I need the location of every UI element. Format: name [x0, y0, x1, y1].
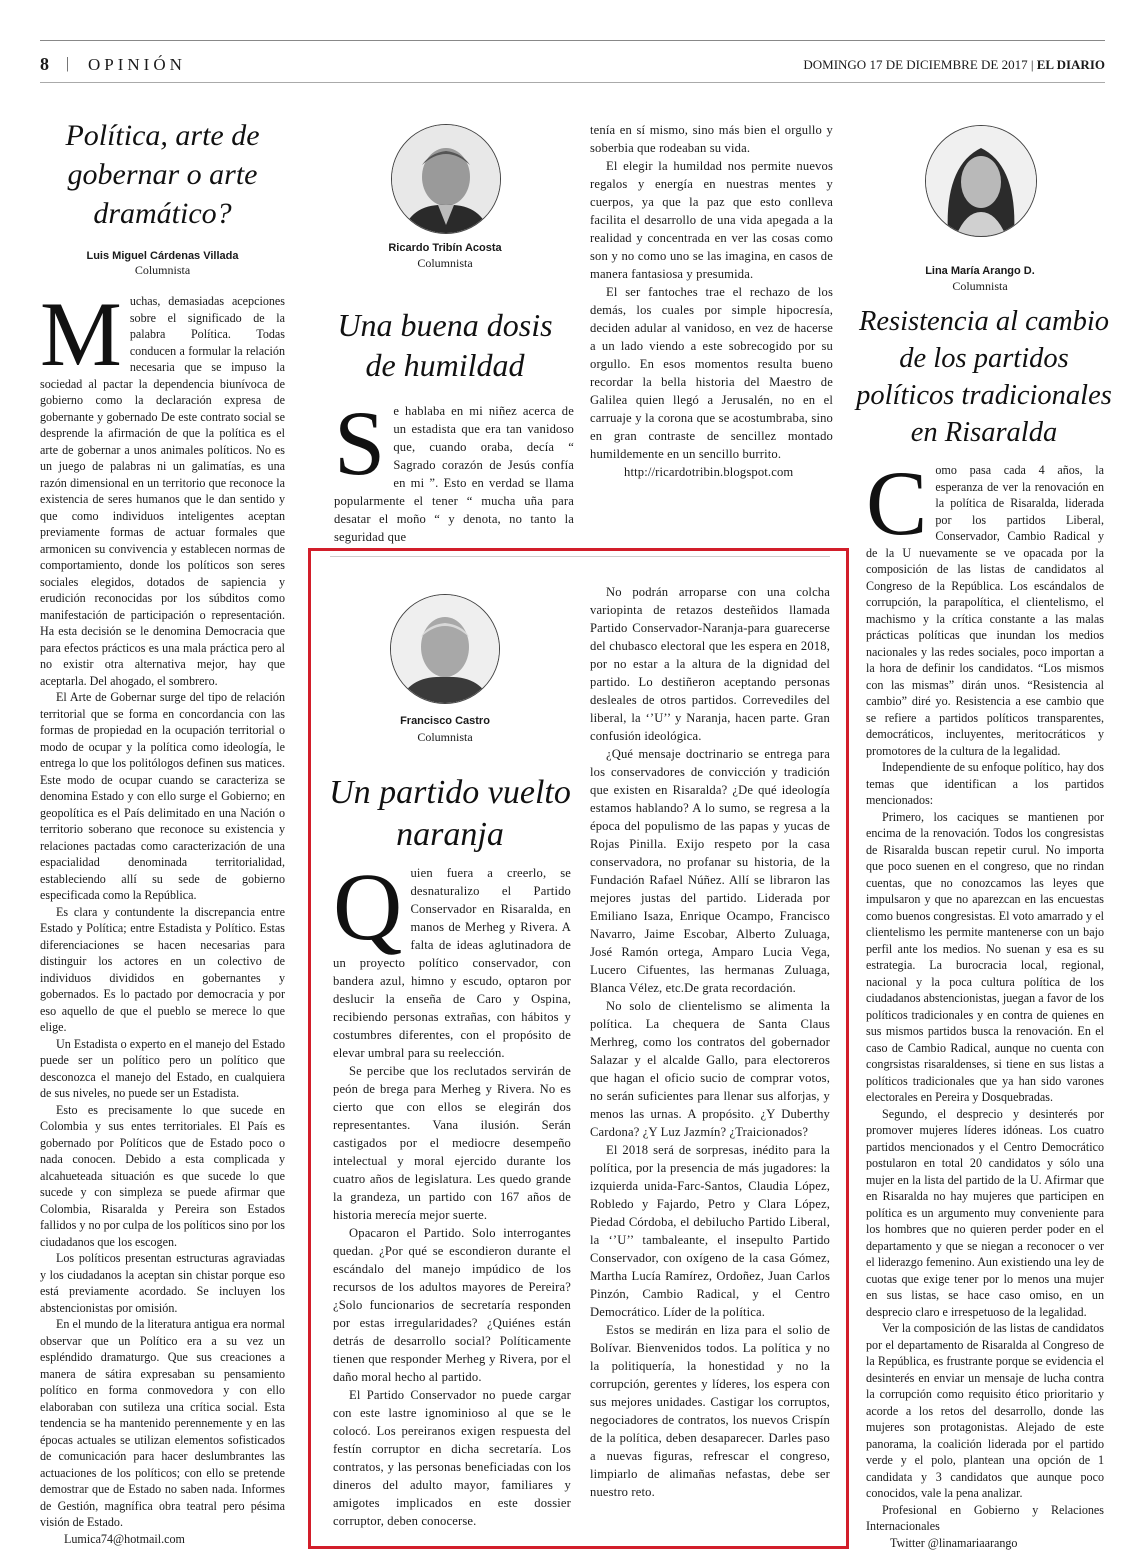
article4-paragraph: ¿Qué mensaje doctrinario se entrega para los conservadores de convicción y tradición que existen en Risaralda? ¿De qué ideología estamos hablando? A lo sumo, se regresa a la época del populismo de las papas y yucas de Rojas Pinilla. Exijo respeto por la casa conservadora, no profanar su historia, de la Fundación Rafael Núñez. Allí se libraron las mejores justas del partido. Liderada por Emiliano Isaza, Enrique Ocampo, Francisco Navarro, Jaime Escobar, Alberto Zuluaga, José Ramón ortega, Amparo Lucia Vega, Lucero Cifuentes, las hermanas Zuluaga, Blanca Vélez, etc.De grata recordación. [590, 747, 830, 995]
article3-paragraph: Segundo, el desprecio y desinterés por promover mujeres líderes idóneas. Los cuatro partidos mencionados y el Centro Democrático postularon en total 20 candidatos y sólo una mujer en la lista del partido de la U. Afirmar que en Risaralda no hay mujeres que participen en política es un argumento muy conveniente para los hombres que no quieren perder poder en el departamento y que se niegan a reconocer o ver el liderazgo femenino. Aun existiendo una ley de cuotas que exige tener por lo menos una mujer en sus listas, se hace caso omiso, en un desprecio claro e irrespetuoso de la legalidad. [866, 1106, 1104, 1319]
article3-title: Resistencia al cambio de los partidos políticos tradicionales en Risaralda [856, 306, 1112, 448]
article4-author: Francisco Castro [400, 715, 490, 727]
article4-paragraph: Estos se medirán en liza para el solio de Bolívar. Bienvenidos todos. La política y no la politiquería, la honestidad y no la corrupción, gerentes y líderes, los espera con sus mejores unidades. Castigar los corruptos, negociadores de contratos, los nuevos Crispín de la política, deben desaparecer. Darles paso a nuevas figuras, refrescar el congreso, limpiarlo de alimañas nefastas, debe ser nuestro reto. [590, 1323, 830, 1499]
newspaper-name: EL DIARIO [1036, 57, 1105, 72]
article2-role: Columnista [417, 256, 473, 270]
date-text: DOMINGO 17 DE DICIEMBRE DE 2017 [803, 57, 1028, 72]
article3-role: Columnista [952, 279, 1008, 293]
article1-paragraph: Esto es precisamente lo que sucede en Colombia y sus entes territoriales. El País es gobernado por Políticos que de Estado poco o nada conocen. Debido a esta complicada y alcahueteada situación es que sucede lo que sucede y con simpleza se puede afirmar que Colombia, Risaralda y Pereira son Estados fallidos y no por culpa de los políticos sino por los ciudadanos que los escogen. [40, 1102, 285, 1249]
article2-paragraph: e hablaba en mi niñez acerca de un estadista que era tan vanidoso que, cuando oraba, decía “ Sagrado corazón de Jesús confía en mi ”. Esto en verdad se llama popularmente el tener “ mucha uña para desatar el moño “ y denota, no tanto la seguridad que [334, 404, 574, 544]
article2-col-b [590, 121, 833, 481]
author-photo-ricardo [391, 124, 501, 234]
article4-col-a [333, 853, 571, 1530]
page-number: 8 [40, 54, 49, 74]
article1-paragraph: Un Estadista o experto en el manejo del Estado puede ser un político pero un político que desconozca el manejo del Estado, en cualquiera de sus niveles, no puede ser un Estadista. [40, 1036, 285, 1100]
author-photo-francisco [390, 594, 500, 704]
article2-title: Una buena dosis de humildad [337, 307, 553, 383]
article1-author: Luis Miguel Cárdenas Villada [86, 250, 239, 262]
article2-dropcap: S [334, 392, 386, 494]
article3-paragraph: Primero, los caciques se mantienen por encima de la renovación. Todos los congresistas de Risaralda buscan repetir curul. No importa que poco suenen en el congreso, que no rindan cuentas, que no conozcamos las leyes que impulsaron y que no aparezcan en las encuestas como buenos congresistas. El voto amarrado y el clientelismo les permite mantenerse con un bajo perfil ante los medios. No suenan y esa es su estrategia. La burocracia local, regional, nacional y la poca cultura política de los ciudadanos abstencionistas, juegan a favor de los políticos tradicionales y en contra de quienes en sus mismos partidos busca la renovación. En el caso de Cambio Radical, aunque no cuenta con congrsistas risaraldenses, si tiene en sus listas a políticos tradicionales que ya han sido varones electorales en Pereira y Dosquebradas. [866, 809, 1104, 1104]
article4-dropcap: Q [333, 853, 403, 960]
article3-body [866, 452, 1104, 1551]
article4-col-b [590, 583, 830, 1501]
article4-paragraph: Opacaron el Partido. Solo interrogantes quedan. ¿Por qué se escondieron durante el escándalo del manejo impúdico de los recursos de los adultos mayores de Pereira? ¿Solo funcionarios de secretaría responden por estas irregularidades? ¿Quiénes están detrás de desarrollo social? Políticamente tienen que responder Merheg y Rivera, por el daño moral hecho al partido. [333, 1226, 571, 1384]
header-separator: | [66, 55, 70, 72]
article4-title: Un partido vuelto naranja [329, 774, 571, 853]
article3-author: Lina María Arango D. [925, 265, 1035, 277]
article2-blog-url: http://ricardotribin.blogspot.com [624, 465, 794, 479]
date-separator: | [1030, 57, 1034, 72]
article1-role: Columnista [134, 263, 191, 277]
article3-paragraph: Ver la composición de las listas de candidatos por el departamento de Risaralda al Congreso de la República, es frustrante porque se evidencia el desinterés en enviar un mensaje de lucha contra la corrupción como requisito ético prioritario y acorde a los retos del desarrollo, donde las mujeres son protagonistas. Alejado de este panorama, la coalición liderada por el partido verde y el polo, plantean una opción de 1 candidata y 3 candidatos que aunque poco conocidos, vale la pena analizar. [866, 1321, 1104, 1500]
article4-paragraph: Se percibe que los reclutados servirán de peón de brega para Merheg y Rivera. No es cierto que con ellos se elegirán dos representantes. Vana ilusión. Serán castigados por el mediocre desempeño intelectual y moral ejercido durante los cuatro años de legislatura. Les quedo grande la grandeza, un partido con 167 años de historia merecía mejor suerte. [333, 1064, 571, 1222]
article2-paragraph: tenía en sí mismo, sino más bien el orgullo y soberbia que rodeaban su vida. [590, 123, 833, 155]
article1-dropcap: M [40, 283, 122, 385]
article2-paragraph: El ser fantoches trae el rechazo de los demás, los cuales por simple hipocresía, deciden adular al vanidoso, en vez de hacerse a un lado viendo a este sobrecogido por su orgullo. En esos momentos resulta bueno recordar la bella historia del Maestro de Galilea quien llegó a Jerusalén, no en el carruaje y la corona que se acostumbraba, sino en gran contraste de sencillez montado humildemente en un sencillo burrito. [590, 285, 833, 461]
frame-top-rule [330, 556, 830, 557]
article1-paragraph: Los políticos presentan estructuras agraviadas y los ciudadanos la aceptan sin chistar porque eso está previamente acordado. Se incluyen los abstencionistas por omisión. [40, 1251, 285, 1315]
article2-author: Ricardo Tribín Acosta [388, 242, 502, 254]
article2-col-a [334, 392, 574, 546]
article4-paragraph: El Partido Conservador no puede cargar con este lastre ignominioso al que se le colocó. Los pereiranos exigen respuesta del festín corruptor en dicha secretaría. Los contratos, y las personas beneficiadas con los dineros del adulto mayor, familiares y amigotes implicados en este dossier corruptor, deben conocerse. [333, 1388, 571, 1528]
article1-paragraph: El Arte de Gobernar surge del tipo de relación territorial que se forma en concordancia con las formas de propiedad en la ocupación territorial o modo de ocupar y la política como ideología, le entrega lo que los politólogos definen sus matices. Este modo de ocupar cuando se caracteriza se denomina Estado y con ello surge el Gobierno; en geopolítica es el País delimitado en una Nación o territorio soberano que reconoce su existencia y relaciones pactadas como caracterización de una espacialidad denominada territorialidad, estableciendo allí su sede de gobierno especificada como la República. [40, 690, 285, 902]
article4-role: Columnista [417, 730, 473, 744]
section-title: OPINIÓN [88, 55, 186, 74]
article2-paragraph: El elegir la humildad nos permite nuevos regalos y energía en nuestras mentes y cuerpos, ya que la paz que esto conlleva facilita el desarrollo de una vida apegada a la realidad y concentrada en ver las cosas como son y no como uno se las imagina, en casos de manera fantasiosa y presumida. [590, 159, 833, 281]
article3-twitter: Twitter @linamariaarango [890, 1535, 1018, 1550]
author-photo-lina [925, 125, 1037, 237]
top-rule [40, 40, 1105, 41]
article1-paragraph: En el mundo de la literatura antigua era normal observar que un Político era a su vez un espléndido dramaturgo. Que sus creaciones a manera de sátira expresaban su pensamiento político en forma conmovedora y con ello elaboraban con sutileza una crítica social. Esta tendencia se ha mantenido perennemente y en las épocas actuales se utilizan elementos sofisticados de comunicación para hacer deslumbrantes las actuaciones de los políticos; con ello se pretende demostrar que de Estado no saben nada. Informes de Gestión, magnífica obra teatral pero pésima visión de Estado. [40, 1317, 285, 1529]
article3-paragraph: Profesional en Gobierno y Relaciones Internacionales [866, 1502, 1104, 1533]
article1-paragraph: uchas, demasiadas acepciones sobre el significado de la palabra Política. Todas conducen a formular la relación necesaria que se impuso la sociedad al pactar la dependencia biunívoca de gobierno como la declaración expresa de gobernante y gobernado De este contrato social se desprende la afirmación de que la política es el arte de gobernar a unos animales políticos. No es un juego de palabras ni un galimatías, es una razón dimensional en un territorio que reconoce la existencia de seres humanos que le dan sentido y que como individuos inteligentes aceptan previamente formas de actuar formales que armonicen su convivencia y establecen normas de comportamiento, donde los políticos son seres sociales elegidos, dotados de sapiencia y erudición reconocidas por los súbditos como manifestación de participación o representación. Ha esta decisión se le denomina Democracia que para efectos prácticos es una mala práctica pero al no existir otra alternativa mejor, hay que aceptarla. Del ahogado, el sombrero. [40, 294, 285, 688]
issue-date [803, 57, 1105, 73]
article4-paragraph: uien fuera a creerlo, se desnaturalizo el Partido Conservador en Risaralda, en manos de Merheg y Rivera. A falta de ideas aglutinadora de un proyecto político conservador, con bandera azul, himno y escudo, optaron por deslucir la enseña de Caro y Ospina, recibiendo personas extrañas, con hábitos y costumbres diferentes, con el propósito de elevar umbral para su reelección. [333, 866, 571, 1060]
article1-paragraph: Es clara y contundente la discrepancia entre Estado y Política; entre Estadista y Político. Estas diferenciaciones se hacen necesarias para distinguir los actores en un colectivo de individuos divididos en gobernantes y gobernados. Es lo pactado por democracia y por eso aquello de que el pueblo se merece lo que elige. [40, 904, 285, 1034]
article3-dropcap: C [866, 452, 928, 554]
article1-email: Lumica74@hotmail.com [64, 1531, 185, 1546]
article1-title: Política, arte de gobernar o arte dramático? [65, 119, 260, 230]
header-rule [40, 82, 1105, 83]
article4-paragraph: No solo de clientelismo se alimenta la política. La chequera de Santa Claus Merhreg, como los contratos del gobernador Salazar y el alcalde Gallo, para electoreros que hagan el oficio sucio de comprar votos, no serán suficientes para llenar sus alforjas, y menos las urnas. A propósito. ¿Y Duberthy Cardona? ¿Y Luz Jazmín? ¿Traicionados? [590, 999, 830, 1139]
article1-body [40, 283, 285, 1547]
article4-paragraph: El 2018 será de sorpresas, inédito para la política, por la presencia de más jugadores: la izquierda unida-Farc-Santos, Claudia López, Robledo y Fajardo, Petro y Clara López, Piedad Córdoba, el debilucho Partido Liberal, la ‘’U’’ tambaleante, el insepulto Partido Conservador, con oxígeno de la casa Gómez, Martha Lucía Ramírez, Ordoñez, Juan Carlos Pinzón, Cambio Radical, y el Centro Democrático. Líder de la política. [590, 1143, 830, 1319]
article3-paragraph: Independiente de su enfoque político, hay dos temas que identifican a los partidos mencionados: [866, 760, 1104, 807]
article3-paragraph: omo pasa cada 4 años, la esperanza de ver la renovación en la política de Risaralda, liderada por los partidos Liberal, Conservador, Cambio Radical y de la U nuevamente se ve opacada por la composición de las listas de candidatos al Congreso de la República. Los escándalos de corrupción, la parapolítica, el clientelismo, el machismo y la crítica constante a las malas prácticas políticas que inundan los medios nacionales y las redes sociales, poco importan a la hora de definir los candidatos. “Los mismos con las mismas” dirán unos. “Resistencia al cambio” diré yo. Resistencia a ese cambio que se refiere a partidos políticos transparentes, democráticos, incluyentes, meritocráticos y promotores de la cultura de la legalidad. [866, 463, 1104, 758]
article4-paragraph: No podrán arroparse con una colcha variopinta de retazos desteñidos llamada Partido Conservador-Naranja-para guarecerse del chubasco electoral que les espera en 2018, por no estar a la altura de la dignidad del partido. Lo destiñeron aceptando personas desleales de otros partidos. Correvediles del liberal, la ‘’U’’ y Naranja, hacen parte. Gran confusión ideológica. [590, 585, 830, 743]
